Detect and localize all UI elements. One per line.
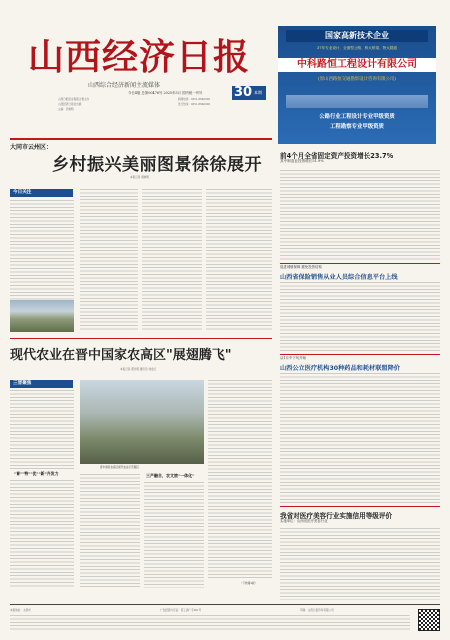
story3-rule xyxy=(280,354,440,355)
second-body-col-4 xyxy=(208,380,272,580)
lead-body-col-4 xyxy=(206,189,272,332)
info-line-3: 主编：范晓明 xyxy=(58,108,74,111)
footer-cell-2: 广告经营许可证：晋工商广字001号 xyxy=(160,609,202,612)
date-line: 今日4版 总第00476号 2025年5月 国内统一刊号 xyxy=(128,91,203,95)
second-byline: 本报记者 郝光明 通讯员 刘金红 xyxy=(120,368,157,371)
footer xyxy=(10,607,440,633)
story3-body xyxy=(280,373,440,503)
story4-rule xyxy=(280,506,440,507)
masthead-subtitle: 山西综合经济新闻主流媒体 xyxy=(88,82,161,89)
story1-title: 前4个月全省固定资产投资增长23.7% xyxy=(280,152,394,160)
story4-sub: 实施单位：山西省医疗美容行业 xyxy=(280,519,328,523)
story3-kicker: 从1月中下旬开始 xyxy=(280,356,306,360)
second-rule xyxy=(10,338,272,339)
second-body-col-2 xyxy=(80,474,140,588)
second-subhead-2: 三产融合，农文旅"一体化" xyxy=(146,473,195,478)
phone-2: 发行热线：0351-6640000 xyxy=(178,103,210,106)
issue-label: 本期 xyxy=(254,90,262,95)
issue-number: 30 xyxy=(234,85,253,100)
second-subhead-1: "育""特""优""新"齐发力 xyxy=(14,471,59,476)
footer-cell-1: 本报地址：太原市 xyxy=(10,609,31,612)
ad-company-sub: (原山西路恒交通勘察设计咨询有限公司) xyxy=(317,77,397,82)
issue-badge xyxy=(232,86,266,100)
masthead-title: 山西经济日报 xyxy=(28,37,251,78)
story4-body xyxy=(280,528,440,600)
second-photo xyxy=(80,380,204,464)
second-body-col-1 xyxy=(10,390,74,470)
lead-rule xyxy=(10,138,272,140)
lead-kicker: 大同市云州区： xyxy=(10,144,53,151)
story4-title: 我省对医疗美容行业实施信用等级评价 xyxy=(280,512,393,520)
ad-line-1: 公路行业工程设计专业甲级资质 xyxy=(319,114,395,120)
story1-body xyxy=(280,170,440,260)
footer-fineprint xyxy=(10,615,410,631)
lead-byline: 本报记者 胡晓明 xyxy=(130,176,149,179)
masthead xyxy=(0,0,450,150)
ad-illustration xyxy=(286,86,428,108)
story2-rule xyxy=(280,263,440,264)
story2-title: 山西省保险销售从业人员综合信息平台上线 xyxy=(280,274,398,281)
story1-sub: 其中制造业投资增长51.9% xyxy=(280,159,324,163)
lead-photo xyxy=(10,300,74,332)
footer-cell-3: 印刷：山西日报印务有限公司 xyxy=(300,609,334,612)
second-headline: 现代农业在晋中国家农高区"展翅腾飞" xyxy=(10,348,232,363)
ad-line-2: 工程勘察专业甲级资质 xyxy=(330,124,384,130)
right-column xyxy=(280,150,440,600)
footer-rule xyxy=(10,604,440,605)
second-continued: （下转第2版） xyxy=(240,582,258,585)
lead-headline: 乡村振兴美丽图景徐徐展开 xyxy=(52,155,262,175)
ad-company: 中科路恒工程设计有限公司 xyxy=(278,58,436,72)
second-photo-caption: 晋中国家农高区现代农业示范园区 xyxy=(100,466,139,469)
lead-body-col-1 xyxy=(10,200,74,300)
story3-title: 山西公立医疗机构30种药品和耗材联盟降价 xyxy=(280,365,400,372)
second-body-col-1b xyxy=(10,480,74,588)
lead-section-tag: 今日关注 xyxy=(10,189,73,197)
ad-banner xyxy=(278,26,436,144)
info-line-1: 山西日报报业集团主管主办 xyxy=(58,98,90,101)
qr-code-icon xyxy=(418,609,440,631)
lead-body-col-3 xyxy=(142,189,202,332)
story2-body xyxy=(280,282,440,352)
ad-top-label: 国家高新技术企业 xyxy=(286,30,428,42)
second-body-col-3 xyxy=(144,482,204,588)
second-section-tag: 三晋聚焦 xyxy=(10,380,73,388)
phone-1: 新闻热线：0351-6640000 xyxy=(178,98,210,101)
lead-body-col-2 xyxy=(80,189,138,332)
story2-kicker: 促进城镇保障 避免投资结构 xyxy=(280,265,322,269)
info-line-2: 山西经济日报社出版 xyxy=(58,103,82,106)
ad-slogan: 37年专业设计、全面型公路、桥大桥梁、特大隧道 xyxy=(316,46,398,50)
